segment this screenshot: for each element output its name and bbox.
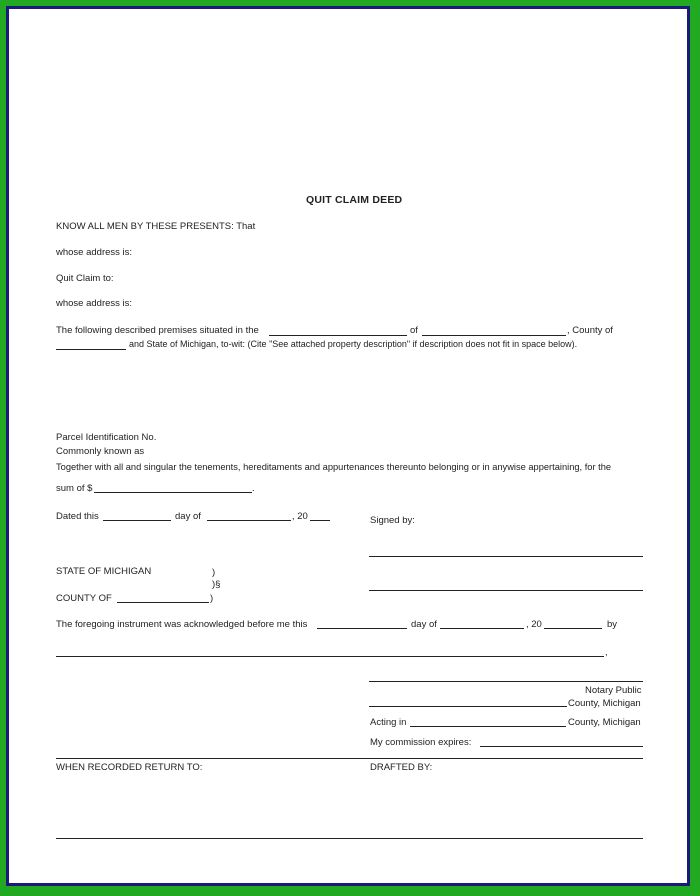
- dated-twenty-label: , 20: [292, 511, 308, 522]
- premises-text-b: and State of Michigan, to-wit: (Cite "See attached property description" if description does not fit in space below).: [129, 339, 578, 349]
- sum-end: .: [252, 483, 255, 494]
- when-recorded-label: WHEN RECORDED RETURN TO:: [56, 762, 203, 773]
- signed-by-label: Signed by:: [370, 515, 415, 526]
- sum-of-label: sum of $: [56, 483, 93, 494]
- deed-page: [14, 14, 686, 882]
- dated-this-label: Dated this: [56, 511, 99, 522]
- commission-expires-label: My commission expires:: [370, 737, 472, 748]
- parcel-id-label: Parcel Identification No.: [56, 432, 157, 443]
- ack-name-line[interactable]: [56, 656, 604, 657]
- notary-public-label: Notary Public: [585, 685, 642, 696]
- know-all-text: KNOW ALL MEN BY THESE PRESENTS: That: [56, 221, 256, 232]
- sum-blank[interactable]: [94, 492, 252, 493]
- commission-expires-blank[interactable]: [480, 746, 643, 747]
- paren-2: ): [210, 593, 214, 604]
- acting-county-blank[interactable]: [410, 726, 566, 727]
- commonly-known-label: Commonly known as: [56, 446, 145, 457]
- township-blank[interactable]: [269, 335, 407, 336]
- premises-county-text: , County of: [567, 325, 613, 336]
- notary-signature-line[interactable]: [369, 681, 643, 682]
- city-blank[interactable]: [422, 335, 566, 336]
- ack-by-label: by: [607, 619, 618, 630]
- ack-comma: ,: [605, 647, 608, 658]
- drafted-by-label: DRAFTED BY:: [370, 762, 433, 773]
- ack-month-blank[interactable]: [440, 628, 524, 629]
- bottom-line: [56, 838, 643, 839]
- state-of-michigan-label: STATE OF MICHIGAN: [56, 566, 152, 577]
- signature-line-1[interactable]: [369, 556, 643, 557]
- county-of-blank[interactable]: [117, 602, 209, 603]
- ack-day-of-label: day of: [411, 619, 437, 630]
- premises-text-a: The following described premises situated in the: [56, 325, 259, 336]
- signature-line-2[interactable]: [369, 590, 643, 591]
- dated-month-blank[interactable]: [207, 520, 291, 521]
- document-title: QUIT CLAIM DEED: [306, 194, 403, 206]
- whose-address-label-1: whose address is:: [56, 247, 133, 258]
- section-divider-line: [56, 758, 643, 759]
- notary-county-blank[interactable]: [369, 706, 567, 707]
- paren-1: ): [212, 567, 216, 578]
- ack-day-blank[interactable]: [317, 628, 407, 629]
- county-blank[interactable]: [56, 349, 126, 350]
- acting-in-label: Acting in: [370, 717, 407, 728]
- premises-of-text: of: [410, 325, 418, 336]
- ack-twenty-label: , 20: [526, 619, 542, 630]
- dated-day-blank[interactable]: [103, 520, 171, 521]
- dated-day-of-label: day of: [175, 511, 201, 522]
- dated-year-blank[interactable]: [310, 520, 330, 521]
- county-michigan-label-2: County, Michigan: [568, 717, 641, 728]
- ack-year-blank[interactable]: [544, 628, 602, 629]
- county-michigan-label-1: County, Michigan: [568, 698, 641, 709]
- together-text: Together with all and singular the tenements, hereditaments and appurtenances thereunto belonging or in anywise appertaining, for the: [56, 462, 612, 472]
- whose-address-label-2: whose address is:: [56, 298, 133, 309]
- section-symbol: )§: [212, 579, 221, 590]
- foregoing-text: The foregoing instrument was acknowledged before me this: [56, 619, 308, 630]
- county-of-label: COUNTY OF: [56, 593, 112, 604]
- quit-claim-to-label: Quit Claim to:: [56, 273, 114, 284]
